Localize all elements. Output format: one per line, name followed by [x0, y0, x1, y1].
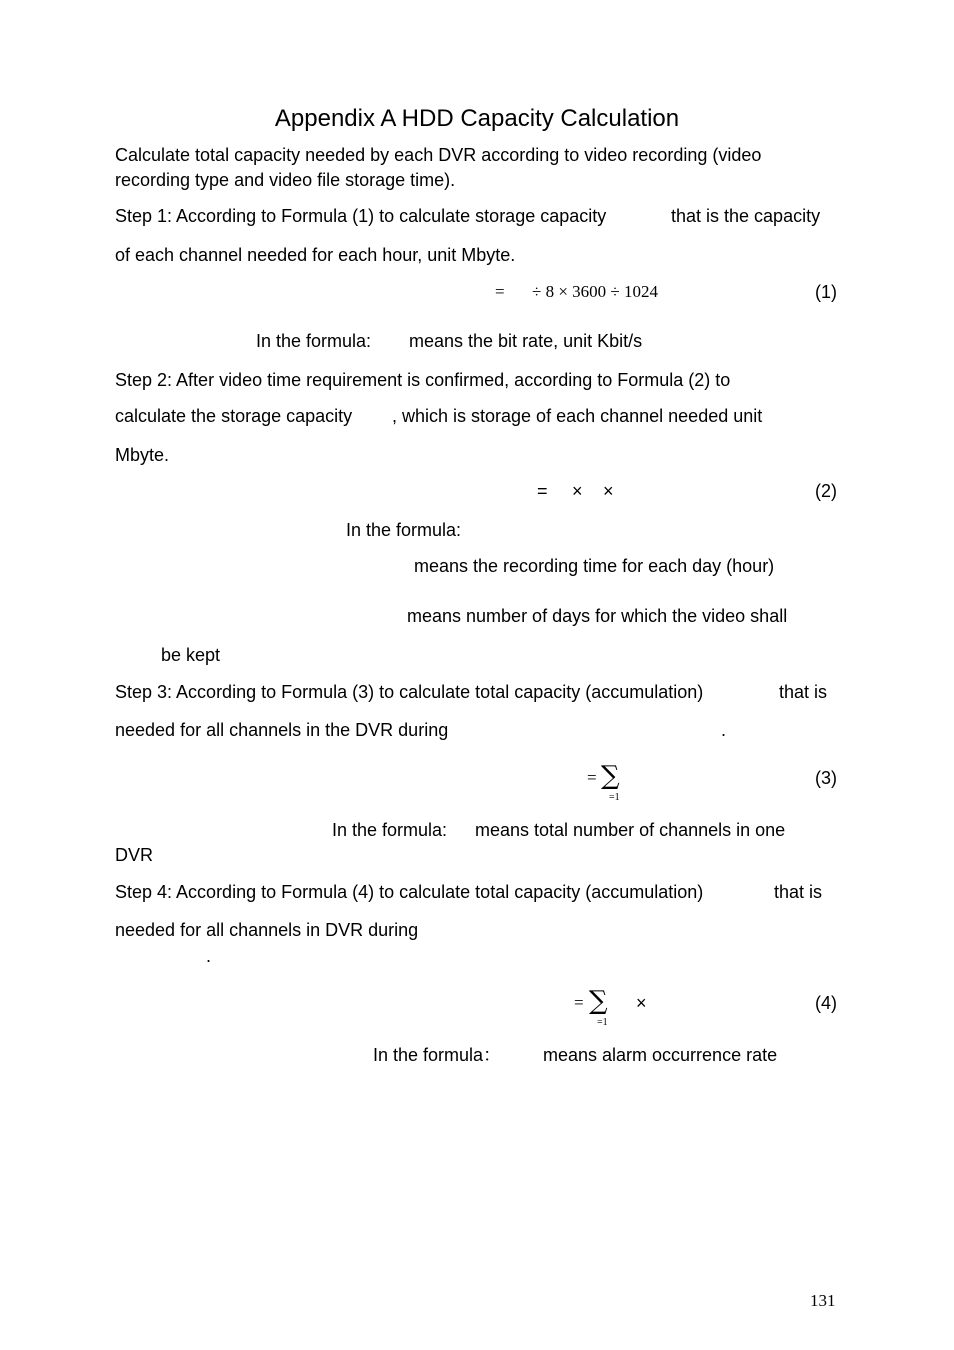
formula3-sigma: ∑	[601, 761, 620, 791]
formula4-subscript: =1	[597, 1017, 608, 1028]
step1-line-2: of each channel needed for each hour, unit Mbyte.	[115, 245, 516, 265]
step2-line-2b: , which is storage of each channel needed unit	[392, 406, 763, 426]
formula4-number: (4)	[815, 993, 837, 1013]
step1-note-text: means the bit rate, unit Kbit/s	[409, 331, 643, 351]
step4-line-1a: Step 4: According to Formula (4) to calculate total capacity (accumulation)	[115, 882, 704, 902]
formula1-number: (1)	[815, 282, 837, 302]
formula2-equals: =	[537, 481, 548, 501]
formula4-times: ×	[636, 993, 647, 1013]
step3-line-2a: needed for all channels in the DVR during	[115, 720, 449, 740]
step1-line-1a: Step 1: According to Formula (1) to calculate storage capacity	[115, 206, 607, 226]
formula4-equals: =	[574, 993, 584, 1012]
step3-line-1b: that is	[779, 682, 828, 702]
formula3-subscript: =1	[609, 792, 620, 803]
step1-note-label: In the formula:	[256, 331, 372, 351]
step3-note-label: In the formula:	[332, 820, 448, 840]
step4-note-text: means alarm occurrence rate	[543, 1045, 778, 1065]
step4-note-label: In the formula：	[373, 1045, 502, 1065]
step3-note-text-cont: DVR	[115, 845, 154, 865]
step2-line-2a: calculate the storage capacity	[115, 406, 353, 426]
intro-line-2: recording type and video file storage time).	[115, 170, 456, 190]
step2-item-1: means the recording time for each day (hour)	[414, 556, 775, 576]
formula2-number: (2)	[815, 481, 837, 501]
formula2-times-2: ×	[603, 481, 614, 501]
step4-line-3: .	[206, 946, 212, 966]
step1-line-1b: that is the capacity	[671, 206, 821, 226]
formula4-sigma: ∑	[589, 986, 608, 1016]
page-title: Appendix A HDD Capacity Calculation	[274, 105, 680, 132]
step2-note-label: In the formula:	[346, 520, 462, 540]
step2-line-1: Step 2: After video time requirement is confirmed, according to Formula (2) to	[115, 370, 731, 390]
step2-line-3: Mbyte.	[115, 445, 170, 465]
step3-line-1a: Step 3: According to Formula (3) to calculate total capacity (accumulation)	[115, 682, 704, 702]
formula1-equals: =	[495, 282, 505, 301]
intro-line-1: Calculate total capacity needed by each DVR according to video recording (video	[115, 145, 762, 165]
formula3-number: (3)	[815, 768, 837, 788]
formula1-rhs: ÷ 8 × 3600 ÷ 1024	[532, 282, 658, 301]
page-number: 131	[810, 1291, 836, 1310]
step3-note-text: means total number of channels in one	[475, 820, 786, 840]
formula2-times-1: ×	[572, 481, 583, 501]
formula3-equals: =	[587, 768, 597, 787]
step2-item-2b: be kept	[161, 645, 221, 665]
step4-line-2: needed for all channels in DVR during	[115, 920, 419, 940]
step2-item-2a: means number of days for which the video shall	[407, 606, 788, 626]
step3-line-2b: .	[721, 720, 727, 740]
step4-line-1b: that is	[774, 882, 823, 902]
